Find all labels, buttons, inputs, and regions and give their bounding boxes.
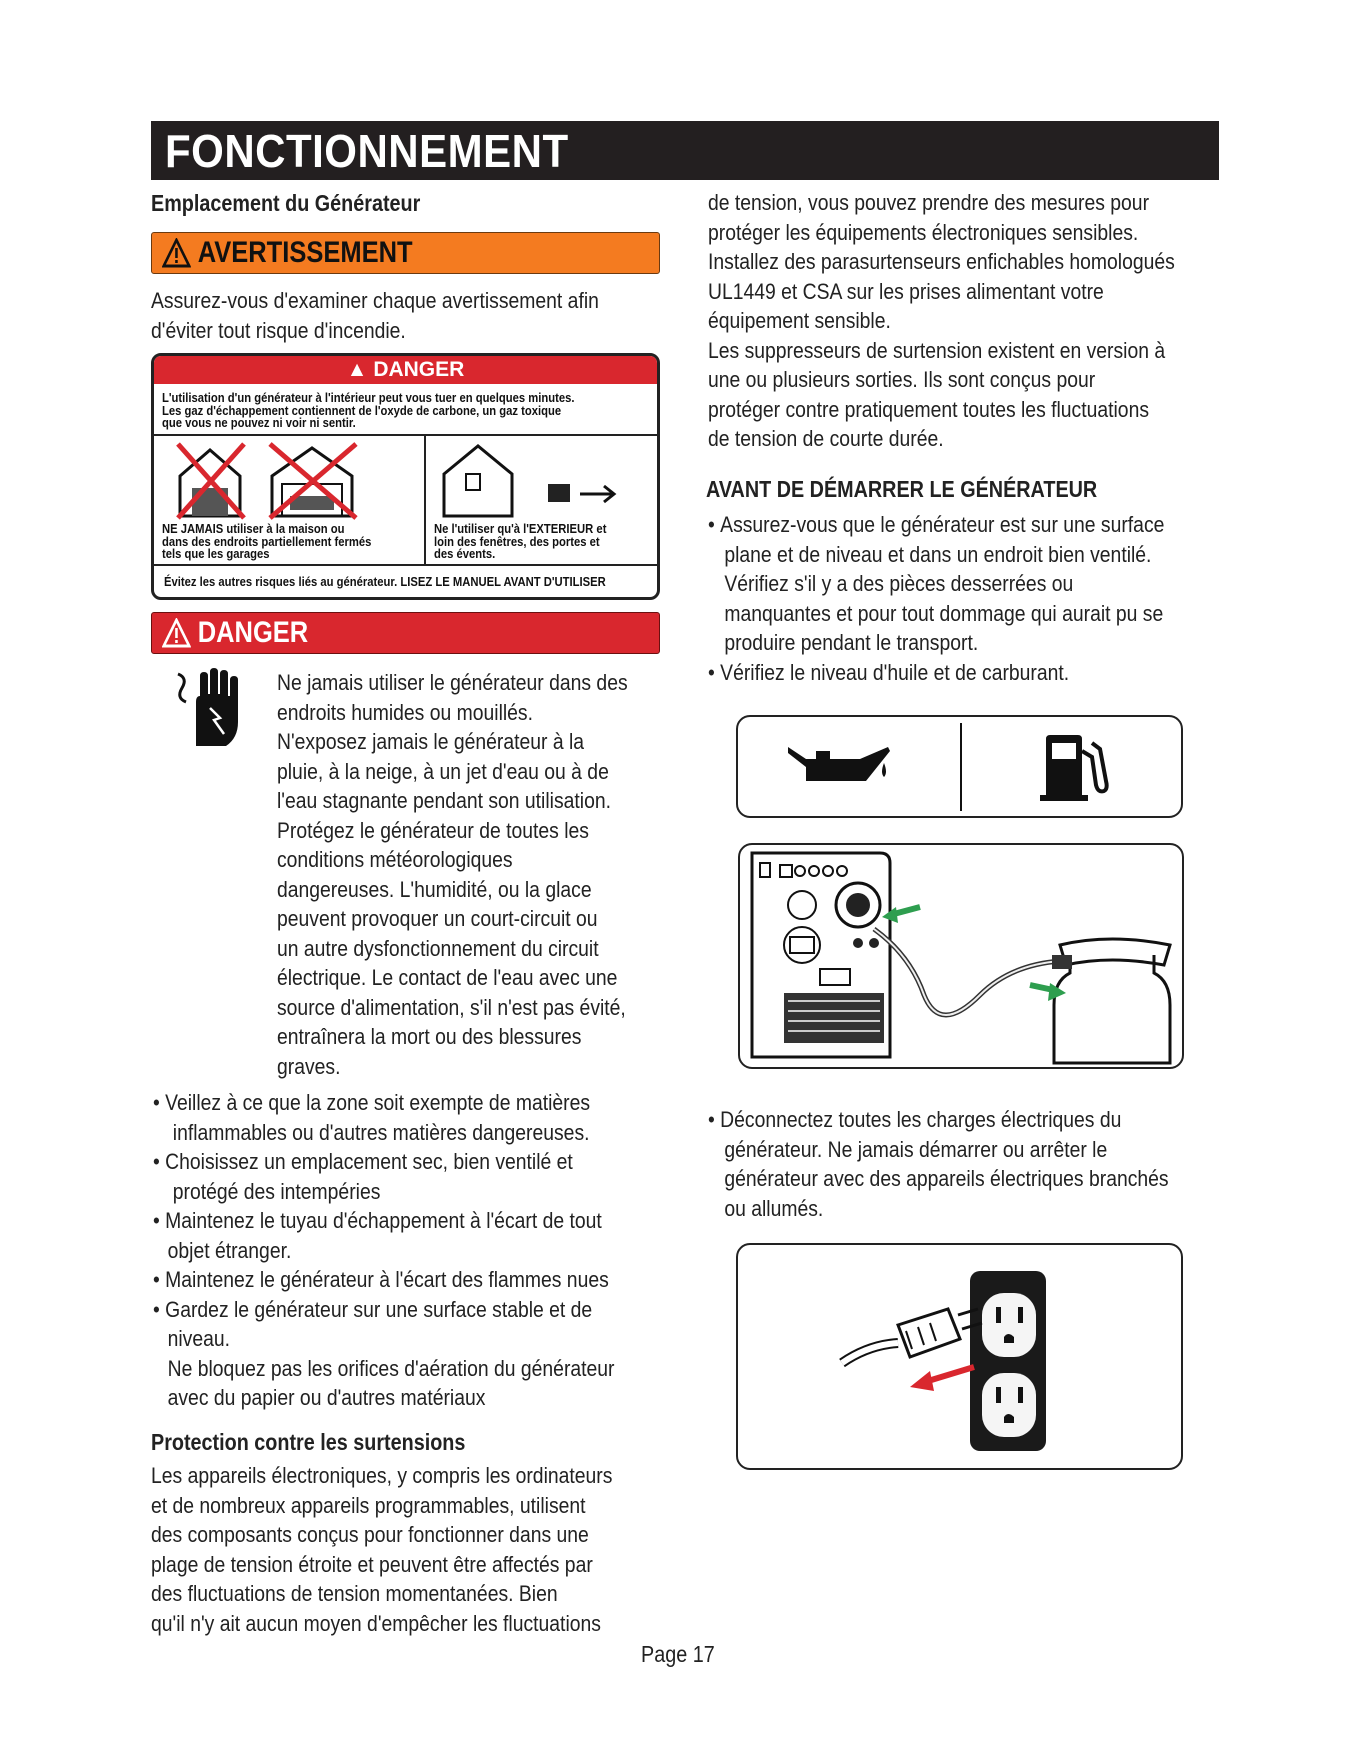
danger-line: entraînera la mort ou des blessures bbox=[277, 1024, 582, 1049]
section-title-bar bbox=[151, 121, 1219, 180]
danger-paragraph bbox=[277, 668, 628, 1081]
cont-line: UL1449 et CSA sur les prises alimentant votre bbox=[708, 278, 1104, 304]
outdoor-house-icon bbox=[436, 440, 646, 520]
danger-safety-label bbox=[151, 353, 660, 600]
list-item-cont: Vérifiez s'il y a des pièces desserrées ou bbox=[724, 571, 1074, 596]
generator-fuel-connection-figure bbox=[738, 843, 1184, 1069]
list-item: • Gardez le générateur sur une surface stable et de bbox=[153, 1296, 593, 1322]
list-item: • Veillez à ce que la zone soit exempte de matières bbox=[153, 1090, 591, 1115]
danger-label: DANGER bbox=[197, 616, 309, 649]
surge-line: plage de tension étroite et peuvent être affectés par bbox=[151, 1551, 593, 1577]
electric-shock-icon bbox=[174, 668, 244, 750]
danger-line: un autre dysfonctionnement du circuit bbox=[277, 935, 599, 961]
danger-line: endroits humides ou mouillés. bbox=[277, 699, 533, 725]
label-triangle-icon: ▲ bbox=[346, 358, 368, 381]
list-item: • Vérifiez le niveau d'huile et de carburant. bbox=[708, 659, 1070, 685]
danger-line: pluie, à la neige, à un jet d'eau ou à de bbox=[277, 758, 609, 784]
cont-line: protéger les équipements électroniques sensibles. bbox=[708, 219, 1139, 245]
danger-line: l'eau stagnante pendant son utilisation. bbox=[277, 788, 611, 813]
disconnect-bullet bbox=[708, 1105, 1169, 1223]
surge-paragraph bbox=[151, 1461, 612, 1638]
extra-line: avec du papier ou d'autres matériaux bbox=[167, 1385, 486, 1410]
surge-line: des composants conçus pour fonctionner dans une bbox=[151, 1522, 589, 1547]
list-item: • Maintenez le tuyau d'échappement à l'écart de tout bbox=[153, 1208, 602, 1233]
label-intro-line: que vous ne pouvez ni voir ni sentir. bbox=[162, 416, 356, 430]
oil-can-icon bbox=[786, 741, 896, 797]
list-item-cont: protégé des intempéries bbox=[172, 1178, 381, 1204]
warning-text bbox=[151, 286, 599, 345]
danger-line: Ne jamais utiliser le générateur dans des bbox=[277, 670, 628, 695]
warning-bar bbox=[151, 232, 660, 274]
label-left-line: NE JAMAIS utiliser à la maison ou bbox=[162, 522, 345, 536]
crossed-house-icon bbox=[172, 440, 422, 520]
extra-line: Ne bloquez pas les orifices d'aération du générateur bbox=[167, 1355, 615, 1381]
cont-line: de tension, vous pouvez prendre des mesures pour bbox=[708, 190, 1150, 215]
surge-line: Les appareils électroniques, y compris les ordinateurs bbox=[151, 1463, 613, 1488]
label-right-line: loin des fenêtres, des portes et bbox=[434, 534, 600, 549]
cont-line: Installez des parasurtenseurs enfichables homologués bbox=[708, 249, 1175, 274]
label-right-text bbox=[434, 523, 606, 561]
danger-line: graves. bbox=[277, 1053, 341, 1079]
danger-triangle-icon bbox=[162, 618, 191, 648]
outlet-unplug-illustration bbox=[738, 1245, 1181, 1468]
warning-triangle-icon bbox=[162, 238, 191, 268]
list-item-cont: manquantes et pour tout dommage qui aurait pu se bbox=[724, 600, 1164, 626]
label-intro bbox=[162, 392, 660, 430]
danger-line: électrique. Le contact de l'eau avec une bbox=[277, 965, 618, 990]
cont-line: protéger contre pratiquement toutes les fluctuations bbox=[708, 396, 1150, 422]
section-title: FONCTIONNEMENT bbox=[165, 125, 569, 177]
page-number: Page 17 bbox=[641, 1641, 715, 1667]
list-item: • Déconnectez toutes les charges électriques du bbox=[708, 1107, 1122, 1132]
list-item-cont: produire pendant le transport. bbox=[724, 630, 979, 655]
label-intro-line: L'utilisation d'un générateur à l'intérieur peut vous tuer en quelques minutes. bbox=[162, 391, 575, 405]
location-heading: Emplacement du Générateur bbox=[151, 190, 421, 216]
list-item-cont: inflammables ou d'autres matières dangereuses. bbox=[172, 1119, 590, 1145]
list-item-cont: plane et de niveau et dans un endroit bien ventilé. bbox=[724, 541, 1152, 567]
cont-line: une ou plusieurs sorties. Ils sont conçus pour bbox=[708, 367, 1096, 392]
generator-propane-illustration bbox=[740, 845, 1182, 1067]
list-item-cont: objet étranger. bbox=[167, 1237, 292, 1263]
surge-continued-paragraph bbox=[708, 188, 1175, 454]
unplug-figure bbox=[736, 1243, 1183, 1470]
label-intro-line: Les gaz d'échappement contiennent de l'oxyde de carbone, un gaz toxique bbox=[162, 403, 562, 418]
danger-line: Protégez le générateur de toutes les bbox=[277, 817, 589, 843]
list-item-cont: générateur avec des appareils électriques branchés bbox=[724, 1166, 1169, 1191]
cont-line: équipement sensible. bbox=[708, 308, 891, 333]
before-start-heading: AVANT DE DÉMARRER LE GÉNÉRATEUR bbox=[706, 476, 1098, 502]
fuel-pump-icon bbox=[1038, 735, 1118, 801]
danger-bar bbox=[151, 612, 660, 654]
surge-line: qu'il n'y ait aucun moyen d'empêcher les fluctuations bbox=[151, 1610, 601, 1636]
label-right-line: des évents. bbox=[434, 547, 496, 561]
label-left-text bbox=[162, 523, 371, 561]
danger-line: source d'alimentation, s'il n'est pas évité, bbox=[277, 994, 626, 1020]
surge-line: des fluctuations de tension momentanées. Bien bbox=[151, 1581, 558, 1606]
surge-line: et de nombreux appareils programmables, utilisent bbox=[151, 1492, 586, 1518]
surge-heading: Protection contre les surtensions bbox=[151, 1429, 466, 1455]
before-start-bullets bbox=[708, 510, 1164, 687]
oil-fuel-figure bbox=[736, 715, 1183, 818]
danger-line: dangereuses. L'humidité, ou la glace bbox=[277, 876, 592, 902]
list-item: • Assurez-vous que le générateur est sur une surface bbox=[708, 512, 1165, 537]
danger-line: peuvent provoquer un court-circuit ou bbox=[277, 906, 598, 931]
list-item-cont: ou allumés. bbox=[724, 1195, 824, 1221]
danger-line: conditions météorologiques bbox=[277, 847, 513, 872]
warning-text-line: d'éviter tout risque d'incendie. bbox=[151, 317, 406, 343]
warning-label: AVERTISSEMENT bbox=[197, 236, 413, 269]
label-left-line: dans des endroits partiellement fermés bbox=[162, 534, 372, 549]
cont-line: de tension de courte durée. bbox=[708, 426, 944, 451]
cont-line: Les suppresseurs de surtension existent en version à bbox=[708, 337, 1166, 363]
list-item: • Maintenez le générateur à l'écart des flammes nues bbox=[153, 1267, 609, 1292]
label-head-text: DANGER bbox=[373, 358, 465, 381]
list-item-cont: niveau. bbox=[167, 1326, 231, 1351]
list-item: • Choisissez un emplacement sec, bien ventilé et bbox=[153, 1149, 573, 1174]
label-header bbox=[154, 356, 657, 384]
danger-line: N'exposez jamais le générateur à la bbox=[277, 729, 585, 754]
list-item-cont: générateur. Ne jamais démarrer ou arrêter le bbox=[724, 1136, 1108, 1162]
warning-text-line: Assurez-vous d'examiner chaque avertissement afin bbox=[151, 288, 599, 313]
location-bullets bbox=[153, 1088, 614, 1413]
label-left-line: tels que les garages bbox=[162, 547, 270, 561]
label-footer: Évitez les autres risques liés au générateur. LISEZ LE MANUEL AVANT D'UTILISER bbox=[164, 575, 606, 589]
label-right-line: Ne l'utiliser qu'à l'EXTERIEUR et bbox=[434, 522, 607, 536]
